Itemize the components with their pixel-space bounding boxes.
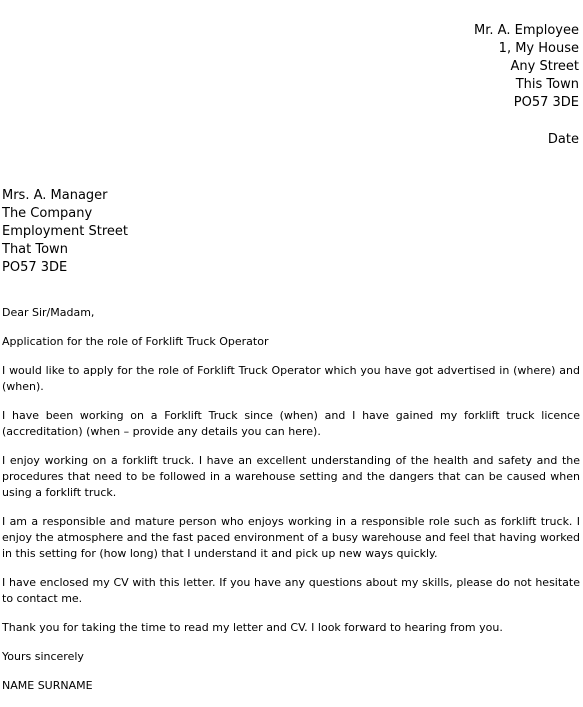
recipient-street: Employment Street — [2, 224, 129, 239]
salutation: Dear Sir/Madam, — [2, 306, 95, 319]
sender-name: Mr. A. Employee — [474, 23, 579, 38]
closing: Yours sincerely — [2, 650, 84, 663]
body-paragraph: I would like to apply for the role of Forklift Truck Operator which you have got advertised in (where) and (when). — [2, 364, 580, 393]
recipient-address-block — [2, 187, 128, 277]
recipient-town: That Town — [2, 242, 68, 257]
sender-address-line-2: Any Street — [510, 59, 579, 74]
recipient-postcode: PO57 3DE — [2, 260, 68, 275]
body-paragraph: I have enclosed my CV with this letter. If you have any questions about my skills, please do not hesitate to contact me. — [2, 576, 580, 605]
recipient-name: Mrs. A. Manager — [2, 188, 108, 203]
recipient-company: The Company — [2, 206, 93, 221]
signature-name: NAME SURNAME — [2, 679, 93, 692]
letter-date: Date — [547, 132, 579, 147]
sender-town: This Town — [515, 77, 579, 92]
body-paragraph: I am a responsible and mature person who enjoys working in a responsible role such as forklift truck. I enjoy the atmosphere and the fast paced environment of a busy warehouse and feel that having worked in this setting for (how long) that I understand it and pick up new ways quickly. — [2, 515, 580, 560]
body-paragraph: Thank you for taking the time to read my letter and CV. I look forward to hearing from you. — [2, 621, 503, 634]
sender-address-line-1: 1, My House — [498, 41, 579, 56]
body-paragraph: I have been working on a Forklift Truck since (when) and I have gained my forklift truck licence (accreditation) (when – provide any details you can here). — [2, 409, 580, 438]
subject-line: Application for the role of Forklift Truck Operator — [2, 335, 269, 348]
sender-address-block — [474, 22, 579, 112]
sender-postcode: PO57 3DE — [513, 95, 579, 110]
body-paragraph: I enjoy working on a forklift truck. I have an excellent understanding of the health and safety and the procedures that need to be followed in a warehouse setting and the dangers that can be caused when using a forklift truck. — [2, 454, 580, 499]
letter-body — [2, 305, 580, 707]
